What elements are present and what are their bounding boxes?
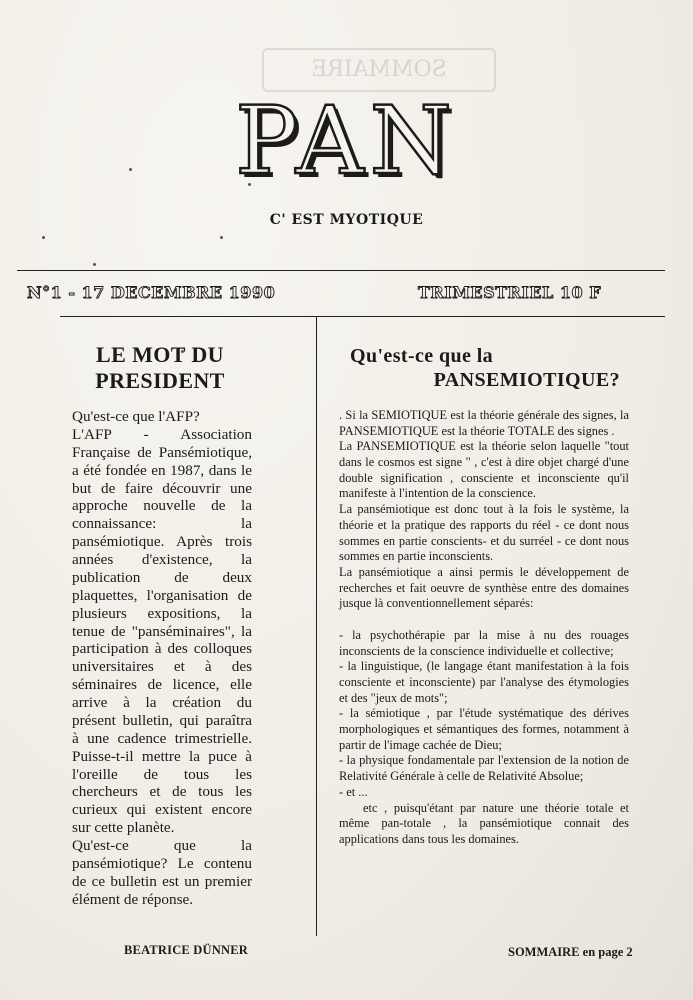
president-paragraph: Qu'est-ce que l'AFP?: [72, 408, 200, 425]
pansemiotique-title: [350, 344, 620, 392]
president-article: [72, 408, 252, 909]
section-rule: [60, 316, 665, 317]
article-paragraph: La pansémiotique est donc tout à la fois le système, la théorie et la pratique des rapports du réel - ce dont nous sommes en partie conscients- et du surréel - ce dont nous sommes en partie inconscients.: [339, 502, 629, 564]
article-paragraph: La pansémiotique a ainsi permis le développement de recherches et fait oeuvre de synthèse entre des domaines jusque là conventionnellement séparés:: [339, 564, 629, 611]
paper-speck: [42, 236, 45, 239]
issue-frequency-price: TRIMESTRIEL 10 F: [418, 283, 602, 302]
masthead-tagline: C' EST MYOTIQUE: [269, 212, 424, 228]
article-paragraph: . Si la SEMIOTIQUE est la théorie générale des signes, la PANSEMIOTIQUE est la théorie TOTALE des signes .: [339, 408, 629, 438]
domain-list-item: - la psychothérapie par la mise à nu des rouages inconscients de la conscience individuelle et collective;: [339, 627, 629, 658]
article-paragraph: La PANSEMIOTIQUE est la théorie selon laquelle "tout dans le cosmos est signe " , c'est à dire objet chargé d'une double signification , consciente et inconsciente qu'il manifeste à l'intention de la conscience.: [339, 439, 629, 501]
domain-list-item: - la physique fondamentale par l'extension de la notion de Relativité Générale à celle de Relativité Absolue;: [339, 753, 629, 784]
pansemiotique-title-line1: Qu'est-ce que la: [350, 345, 494, 367]
president-signature: BEATRICE DÜNNER: [124, 943, 248, 957]
pansemiotique-title-line2: PANSEMIOTIQUE?: [433, 369, 620, 391]
domain-list-item: - la sémiotique , par l'étude systématique des dérives morphologiques et sémantiques des formes, notamment à partir de l'image cachée de Dieu;: [339, 706, 629, 752]
domain-list-item: - la linguistique, (le langage étant manifestation à la fois consciente et inconsciente) par l'analyse des étymologies et des "jeux de mots";: [339, 659, 629, 705]
paper-speck: [93, 263, 96, 266]
pansemiotique-article: [339, 408, 629, 848]
president-paragraph: Qu'est-ce que la pansémiotique? Le contenu de ce bulletin est un premier élément de réponse.: [72, 837, 252, 908]
president-paragraph: L'AFP - Association Française de Pansémiotique, a été fondée en 1987, dans le but de faire découvrir une approche nouvelle de la connaissance: la pansémiotique. Après trois années d'existence, la publication de deux plaquettes, l'organisation de plusieurs expositions, la tenue de "panséminaires", la participation à des colloques universitaires et à des séminaires de licence, elle arrive à la création du présent bulletin, qui paraîtra à une cadence trimestrielle. Puisse-t-il mettre la puce à l'oreille de tous les chercheurs et de tous les curieux qui existent encore sur cette planète.: [72, 425, 252, 837]
column-divider: [316, 316, 317, 936]
paragraph-gap: [339, 612, 629, 628]
bleed-through-text: SOMMAIRE: [262, 48, 496, 92]
president-title: LE MOT DU PRESIDENT: [95, 342, 225, 393]
issue-number-date: N°1 - 17 DECEMBRE 1990: [27, 283, 276, 302]
closing-paragraph: etc , puisqu'étant par nature une théorie totale et même pan-totale , la pansémiotique connait des applications dans tous les domaines.: [339, 800, 629, 846]
paper-speck: [220, 236, 223, 239]
domain-list-item: - et ...: [339, 784, 368, 799]
sommaire-reference: SOMMAIRE en page 2: [508, 945, 633, 959]
masthead-title: PAN: [235, 87, 458, 196]
header-rule: [17, 270, 665, 271]
